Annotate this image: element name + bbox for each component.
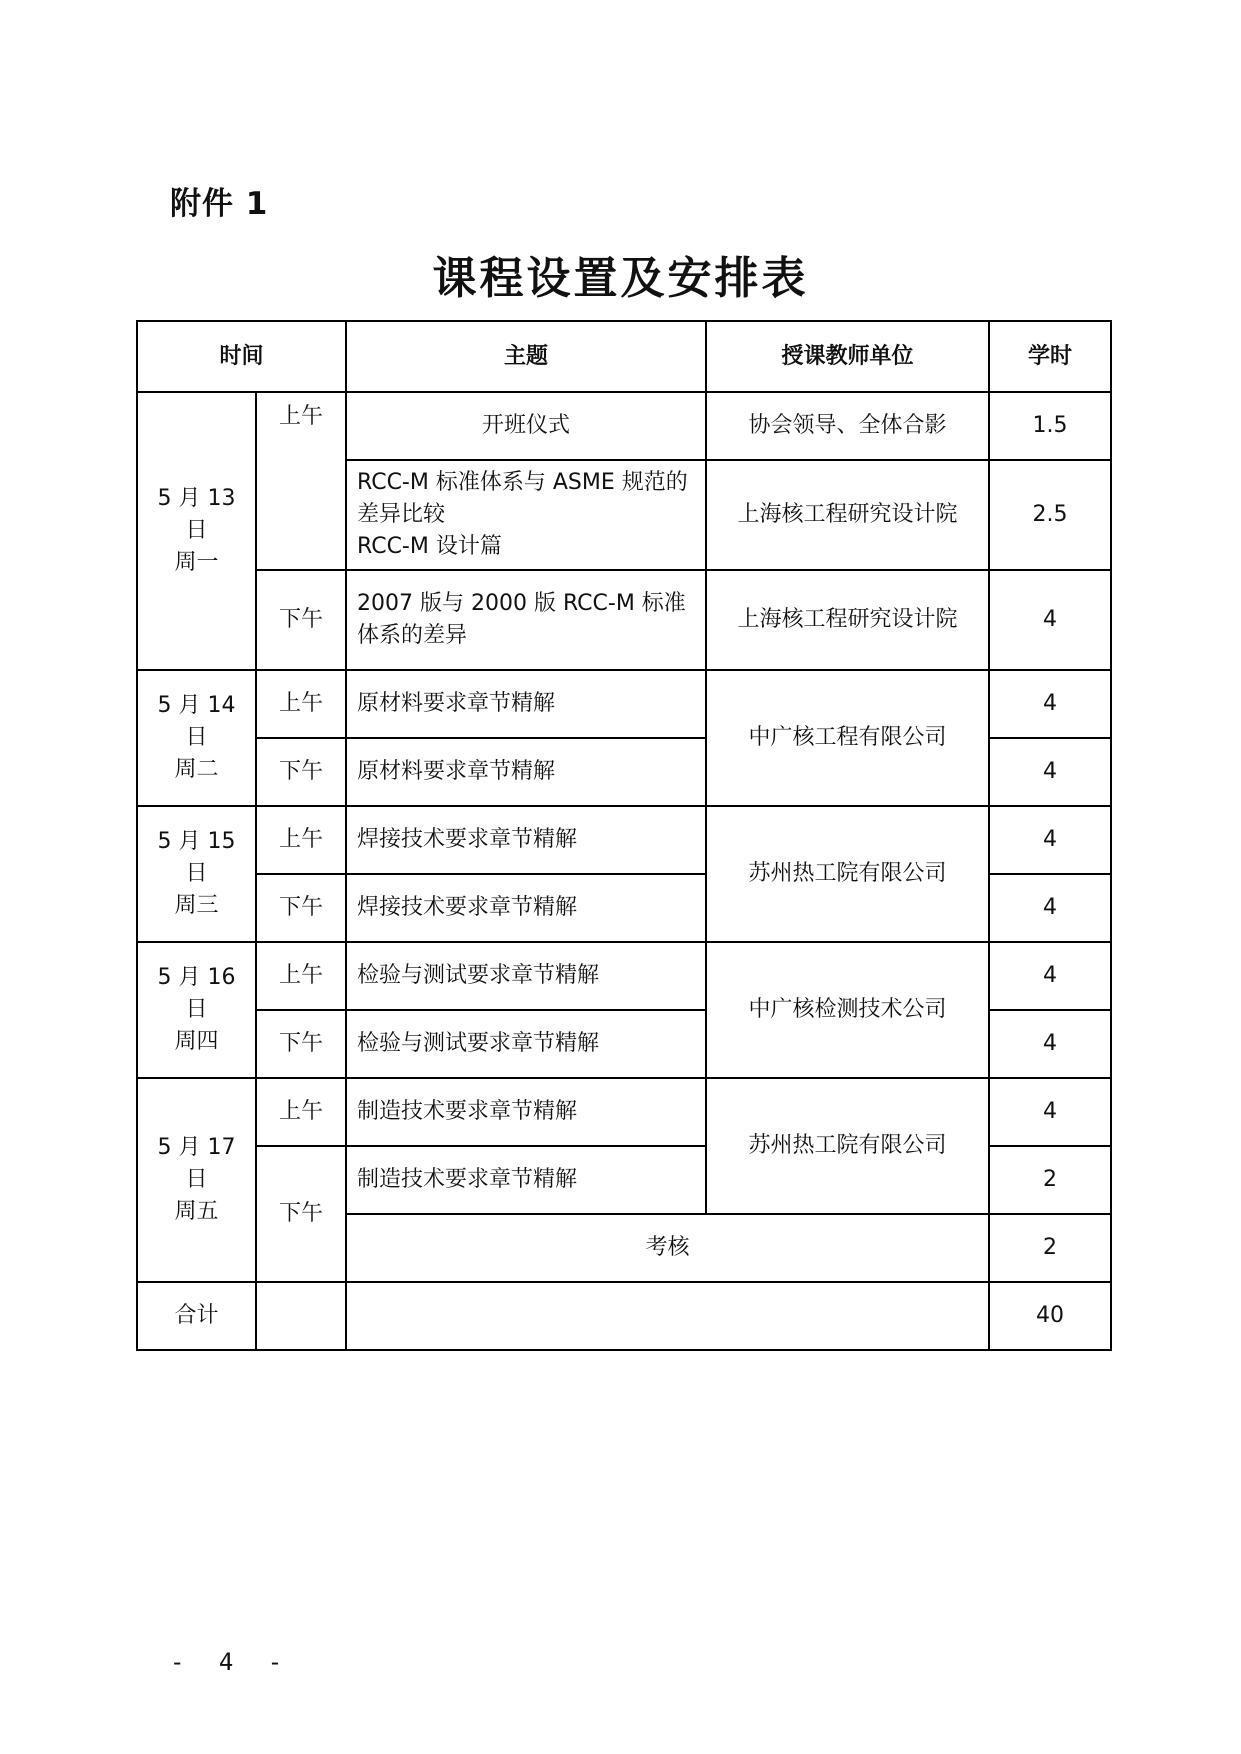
teacher-cell: 中广核工程有限公司 — [706, 670, 989, 806]
weekday-text: 周一 — [174, 550, 219, 575]
teacher-cell: 苏州热工院有限公司 — [706, 806, 989, 942]
hours-cell: 4 — [989, 570, 1111, 670]
hours-cell: 4 — [989, 1010, 1111, 1078]
weekday-text: 周二 — [174, 757, 219, 782]
page-title: 课程设置及安排表 — [432, 253, 809, 304]
date-text: 5 月 14 日 — [157, 693, 236, 750]
hours-cell: 2.5 — [989, 460, 1111, 570]
table-header-row — [137, 321, 1111, 392]
hours-cell: 1.5 — [989, 392, 1111, 460]
date-text: 5 月 16 日 — [157, 965, 236, 1022]
topic-cell: 检验与测试要求章节精解 — [346, 942, 706, 1010]
weekday-text: 周五 — [174, 1199, 219, 1224]
empty-cell — [346, 1282, 989, 1350]
period-pm: 下午 — [256, 570, 346, 670]
date-cell — [137, 806, 256, 942]
topic-cell: 2007 版与 2000 版 RCC-M 标准体系的差异 — [346, 570, 706, 670]
topic-cell: 开班仪式 — [346, 392, 706, 460]
weekday-text: 周三 — [174, 893, 219, 918]
date-cell — [137, 670, 256, 806]
date-text: 5 月 17 日 — [157, 1135, 236, 1192]
header-time: 时间 — [137, 321, 346, 392]
period-pm: 下午 — [256, 1010, 346, 1078]
teacher-cell: 中广核检测技术公司 — [706, 942, 989, 1078]
hours-cell: 4 — [989, 670, 1111, 738]
date-text: 5 月 15 日 — [157, 829, 236, 886]
topic-cell: 制造技术要求章节精解 — [346, 1146, 706, 1214]
table-row — [137, 570, 1111, 670]
period-pm: 下午 — [256, 738, 346, 806]
weekday-text: 周四 — [174, 1029, 219, 1054]
period-am: 上午 — [256, 806, 346, 874]
attachment-label: 附件 1 — [170, 186, 269, 222]
topic-cell: 制造技术要求章节精解 — [346, 1078, 706, 1146]
topic-line: RCC-M 设计篇 — [357, 534, 502, 559]
header-hours: 学时 — [989, 321, 1111, 392]
teacher-cell: 上海核工程研究设计院 — [706, 460, 989, 570]
hours-cell: 2 — [989, 1214, 1111, 1282]
topic-cell: 焊接技术要求章节精解 — [346, 806, 706, 874]
table-row — [137, 942, 1111, 1010]
topic-cell: 原材料要求章节精解 — [346, 670, 706, 738]
table-row — [137, 1078, 1111, 1146]
table-row — [137, 670, 1111, 738]
date-cell — [137, 392, 256, 670]
period-pm: 下午 — [256, 1146, 346, 1282]
hours-cell: 4 — [989, 874, 1111, 942]
date-cell — [137, 1078, 256, 1282]
date-cell — [137, 942, 256, 1078]
topic-cell: 焊接技术要求章节精解 — [346, 874, 706, 942]
topic-cell: 原材料要求章节精解 — [346, 738, 706, 806]
hours-cell: 4 — [989, 806, 1111, 874]
exam-cell: 考核 — [346, 1214, 989, 1282]
table-row — [137, 392, 1111, 460]
hours-cell: 2 — [989, 1146, 1111, 1214]
period-am: 上午 — [256, 942, 346, 1010]
hours-cell: 4 — [989, 738, 1111, 806]
header-topic: 主题 — [346, 321, 706, 392]
topic-line: RCC-M 标准体系与 ASME 规范的差异比较 — [357, 470, 688, 527]
teacher-cell: 协会领导、全体合影 — [706, 392, 989, 460]
hours-cell: 4 — [989, 1078, 1111, 1146]
total-label: 合计 — [137, 1282, 256, 1350]
period-am: 上午 — [256, 670, 346, 738]
total-hours: 40 — [989, 1282, 1111, 1350]
schedule-table — [136, 320, 1112, 1351]
topic-cell: 检验与测试要求章节精解 — [346, 1010, 706, 1078]
page-number: - 4 - — [170, 1648, 293, 1676]
teacher-cell: 上海核工程研究设计院 — [706, 570, 989, 670]
total-row — [137, 1282, 1111, 1350]
header-teacher: 授课教师单位 — [706, 321, 989, 392]
empty-cell — [256, 1282, 346, 1350]
period-am: 上午 — [256, 392, 346, 570]
topic-cell — [346, 460, 706, 570]
date-text: 5 月 13 日 — [157, 486, 236, 543]
teacher-cell: 苏州热工院有限公司 — [706, 1078, 989, 1214]
hours-cell: 4 — [989, 942, 1111, 1010]
table-row — [137, 806, 1111, 874]
period-pm: 下午 — [256, 874, 346, 942]
period-am: 上午 — [256, 1078, 346, 1146]
